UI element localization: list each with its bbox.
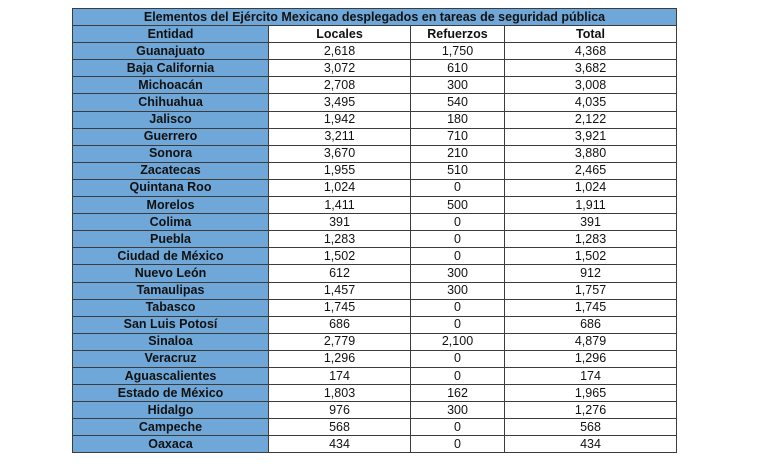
entity-cell: Aguascalientes [73,367,269,384]
refuerzos-cell: 0 [411,367,505,384]
table-row [73,162,677,179]
locales-cell: 3,495 [269,94,411,111]
total-cell: 1,757 [505,282,677,299]
entity-cell: Zacatecas [73,162,269,179]
entity-cell: Ciudad de México [73,248,269,265]
total-cell: 568 [505,419,677,436]
total-cell: 1,024 [505,179,677,196]
total-cell: 174 [505,367,677,384]
entity-cell: Morelos [73,197,269,214]
locales-cell: 1,942 [269,111,411,128]
total-cell: 912 [505,265,677,282]
total-cell: 3,008 [505,77,677,94]
table-row [73,385,677,402]
table-body [73,43,677,453]
locales-cell: 568 [269,419,411,436]
total-cell: 2,122 [505,111,677,128]
entity-cell: Michoacán [73,77,269,94]
table-row [73,197,677,214]
total-cell: 2,465 [505,162,677,179]
locales-cell: 1,803 [269,385,411,402]
total-cell: 686 [505,316,677,333]
table-title: Elementos del Ejército Mexicano desplegados en tareas de seguridad pública [73,9,677,26]
locales-cell: 1,502 [269,248,411,265]
table-row [73,282,677,299]
total-cell: 1,911 [505,197,677,214]
entity-cell: Campeche [73,419,269,436]
total-cell: 434 [505,436,677,453]
table-row [73,299,677,316]
locales-cell: 1,411 [269,197,411,214]
table-row [73,265,677,282]
refuerzos-cell: 0 [411,214,505,231]
refuerzos-cell: 0 [411,419,505,436]
locales-cell: 1,296 [269,350,411,367]
table-row [73,248,677,265]
refuerzos-cell: 540 [411,94,505,111]
table-row [73,214,677,231]
locales-cell: 2,779 [269,333,411,350]
refuerzos-cell: 180 [411,111,505,128]
total-cell: 1,283 [505,231,677,248]
entity-cell: Nuevo León [73,265,269,282]
refuerzos-cell: 210 [411,145,505,162]
refuerzos-cell: 300 [411,402,505,419]
refuerzos-cell: 500 [411,197,505,214]
total-cell: 1,502 [505,248,677,265]
locales-cell: 686 [269,316,411,333]
refuerzos-cell: 0 [411,179,505,196]
locales-cell: 1,283 [269,231,411,248]
locales-cell: 1,024 [269,179,411,196]
locales-cell: 2,618 [269,43,411,60]
refuerzos-cell: 0 [411,436,505,453]
entity-cell: Colima [73,214,269,231]
refuerzos-cell: 300 [411,282,505,299]
table-row [73,402,677,419]
entity-cell: Guerrero [73,128,269,145]
refuerzos-cell: 2,100 [411,333,505,350]
total-cell: 3,880 [505,145,677,162]
refuerzos-cell: 0 [411,350,505,367]
table-row [73,128,677,145]
refuerzos-cell: 0 [411,299,505,316]
table-header-row [73,26,677,43]
entity-cell: Sonora [73,145,269,162]
table-row [73,316,677,333]
table-row [73,43,677,60]
table-row [73,111,677,128]
entity-cell: Jalisco [73,111,269,128]
entity-cell: Oaxaca [73,436,269,453]
table-row [73,145,677,162]
table-row [73,94,677,111]
entity-cell: Estado de México [73,385,269,402]
total-cell: 4,368 [505,43,677,60]
column-header-total: Total [505,26,677,43]
table-row [73,60,677,77]
entity-cell: Veracruz [73,350,269,367]
total-cell: 4,035 [505,94,677,111]
locales-cell: 174 [269,367,411,384]
locales-cell: 2,708 [269,77,411,94]
entity-cell: Baja California [73,60,269,77]
deployment-table [72,8,677,453]
total-cell: 1,296 [505,350,677,367]
entity-cell: Tamaulipas [73,282,269,299]
locales-cell: 976 [269,402,411,419]
locales-cell: 3,211 [269,128,411,145]
table-row [73,179,677,196]
total-cell: 1,965 [505,385,677,402]
table-row [73,350,677,367]
total-cell: 391 [505,214,677,231]
locales-cell: 1,955 [269,162,411,179]
table-row [73,436,677,453]
total-cell: 1,276 [505,402,677,419]
refuerzos-cell: 0 [411,316,505,333]
refuerzos-cell: 162 [411,385,505,402]
total-cell: 3,921 [505,128,677,145]
entity-cell: Chihuahua [73,94,269,111]
locales-cell: 434 [269,436,411,453]
locales-cell: 391 [269,214,411,231]
column-header-locales: Locales [269,26,411,43]
deployment-table-container [72,8,676,453]
refuerzos-cell: 300 [411,265,505,282]
entity-cell: Guanajuato [73,43,269,60]
table-row [73,77,677,94]
locales-cell: 3,670 [269,145,411,162]
table-row [73,419,677,436]
refuerzos-cell: 0 [411,231,505,248]
total-cell: 1,745 [505,299,677,316]
table-row [73,333,677,350]
refuerzos-cell: 0 [411,248,505,265]
entity-cell: Tabasco [73,299,269,316]
total-cell: 4,879 [505,333,677,350]
entity-cell: Sinaloa [73,333,269,350]
refuerzos-cell: 610 [411,60,505,77]
total-cell: 3,682 [505,60,677,77]
table-row [73,367,677,384]
entity-cell: San Luis Potosí [73,316,269,333]
refuerzos-cell: 510 [411,162,505,179]
locales-cell: 1,457 [269,282,411,299]
locales-cell: 612 [269,265,411,282]
entity-cell: Hidalgo [73,402,269,419]
column-header-entidad: Entidad [73,26,269,43]
table-row [73,231,677,248]
entity-cell: Puebla [73,231,269,248]
column-header-refuerzos: Refuerzos [411,26,505,43]
locales-cell: 1,745 [269,299,411,316]
table-title-row [73,9,677,26]
refuerzos-cell: 710 [411,128,505,145]
locales-cell: 3,072 [269,60,411,77]
refuerzos-cell: 1,750 [411,43,505,60]
entity-cell: Quintana Roo [73,179,269,196]
refuerzos-cell: 300 [411,77,505,94]
